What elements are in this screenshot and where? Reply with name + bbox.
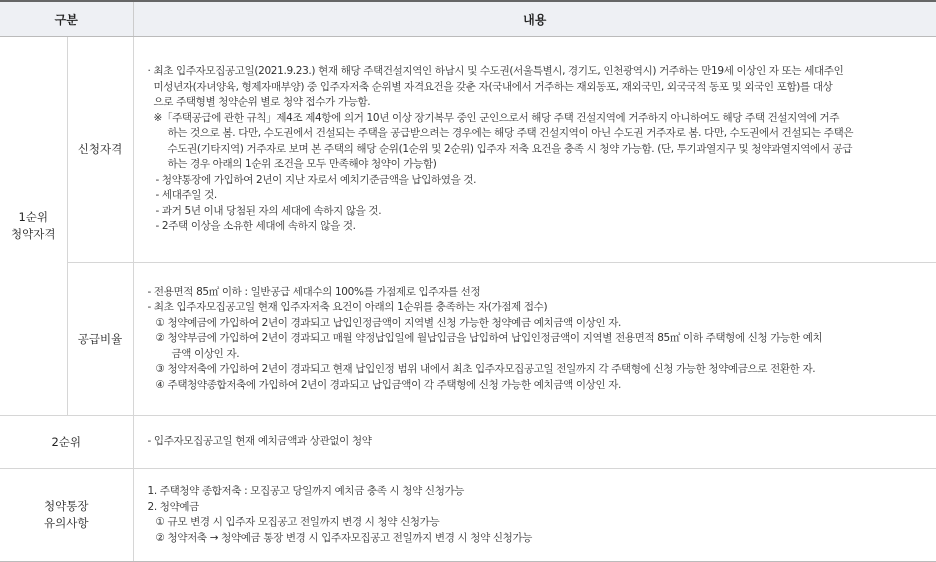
label-eligibility: 신청자격: [67, 37, 133, 263]
eligibility-line-11: - 2주택 이상을 소유한 세대에 속하지 않을 것.: [155, 220, 356, 233]
supply-line-3: ① 청약예금에 가입하여 2년이 경과되고 납입인정금액이 지역별 신청 가능한 청약예금 예치금액 이상인 자.: [155, 316, 622, 329]
rank2-line: - 입주자모집공고일 현재 예치금액과 상관없이 청약: [147, 435, 372, 448]
label-rank1-line1: 1순위: [18, 210, 49, 224]
row-rank1-eligibility: [0, 37, 936, 263]
label-notes: [0, 469, 133, 562]
eligibility-line-4: ※「주택공급에 관한 규칙」제4조 제4항에 의거 10년 이상 장기복무 중인 군인으로서 해당 주택 건설지역에 거주하지 아니하여도 해당 주택 건설지역에 거주: [153, 111, 840, 124]
supply-line-1: - 전용면적 85㎡ 이하 : 일반공급 세대수의 100%를 가점제로 입주자를 선정: [147, 285, 481, 298]
supply-line-5: 금액 이상인 자.: [171, 347, 240, 360]
label-rank2: 2순위: [0, 416, 133, 469]
eligibility-line-7: 하는 경우 아래의 1순위 조건을 모두 만족해야 청약이 가능함): [167, 158, 437, 171]
label-rank1: [0, 37, 67, 416]
content-rank2: [133, 416, 936, 469]
eligibility-line-5: 하는 것으로 봄. 다만, 수도권에서 건설되는 주택을 공급받으려는 경우에는 해당 주택 건설지역이 아닌 수도권 거주자로 봄. 다만, 수도권에서 건설되는 주택은: [167, 127, 854, 140]
notes-line-4: ② 청약저축 → 청약예금 통장 변경 시 입주자모집공고 전일까지 변경 시 청약 신청가능: [155, 531, 533, 544]
table-header-row: [0, 1, 936, 37]
label-rank1-line2: 청약자격: [11, 227, 56, 241]
notes-line-3: ① 규모 변경 시 입주자 모집공고 전일까지 변경 시 청약 신청가능: [155, 516, 440, 528]
row-rank1-supply: [0, 263, 936, 416]
supply-line-2: - 최초 입주자모집공고일 현재 입주자저축 요건이 아래의 1순위를 충족하는 자(가점제 접수): [147, 301, 548, 314]
content-supply: [133, 263, 936, 416]
supply-line-4: ② 청약부금에 가입하여 2년이 경과되고 매월 약정납입일에 월납입금을 납입하여 납입인정금액이 지역별 전용면적 85㎡ 이하 주택형에 신청 가능한 예치: [155, 332, 823, 345]
eligibility-line-3: 으로 주택형별 청약순위 별로 청약 접수가 가능함.: [153, 96, 371, 109]
label-notes-line1: 청약통장: [44, 499, 89, 513]
eligibility-line-9: - 세대주일 것.: [155, 189, 217, 202]
eligibility-line-2: 미성년자(자녀양육, 형제자매부양) 중 입주자저축 순위별 자격요건을 갖춘 자(국내에서 거주하는 재외동포, 재외국민, 외국국적 동포 및 외국인 포함)를 대상: [153, 80, 833, 93]
notes-line-2: 2. 청약예금: [147, 500, 199, 513]
eligibility-line-1: · 최초 입주자모집공고일(2021.9.23.) 현재 해당 주택건설지역인 하남시 및 수도권(서울특별시, 경기도, 인천광역시) 거주하는 만19세 이상인 자 또는 세대주인: [147, 65, 844, 78]
label-notes-line2: 유의사항: [44, 516, 89, 530]
row-notes: [0, 469, 936, 562]
header-content: 내용: [133, 1, 936, 37]
supply-line-6: ③ 청약저축에 가입하여 2년이 경과되고 현재 납입인정 범위 내에서 최초 입주자모집공고일 전일까지 각 주택형에 신청 가능한 청약예금으로 전환한 자.: [155, 363, 816, 376]
supply-line-7: ④ 주택청약종합저축에 가입하여 2년이 경과되고 납입금액이 각 주택형에 신청 가능한 예치금액 이상인 자.: [155, 378, 622, 391]
row-rank2: [0, 416, 936, 469]
notes-line-1: 1. 주택청약 종합저축 : 모집공고 당일까지 예치금 충족 시 청약 신청가능: [147, 485, 465, 497]
eligibility-line-10: - 과거 5년 이내 당첨된 자의 세대에 속하지 않을 것.: [155, 204, 382, 217]
content-eligibility: [133, 37, 936, 263]
header-category: 구분: [0, 1, 133, 37]
content-notes: [133, 469, 936, 562]
eligibility-line-8: - 청약통장에 가입하여 2년이 지난 자로서 예치기준금액을 납입하였을 것.: [155, 173, 477, 186]
eligibility-line-6: 수도권(기타지역) 거주자로 보며 본 주택의 해당 순위(1순위 및 2순위) 입주자 저축 요건을 충족 시 청약 가능함. (단, 투기과열지구 및 청약과열지역에서 공급: [167, 142, 853, 155]
label-supply: 공급비율: [67, 263, 133, 416]
